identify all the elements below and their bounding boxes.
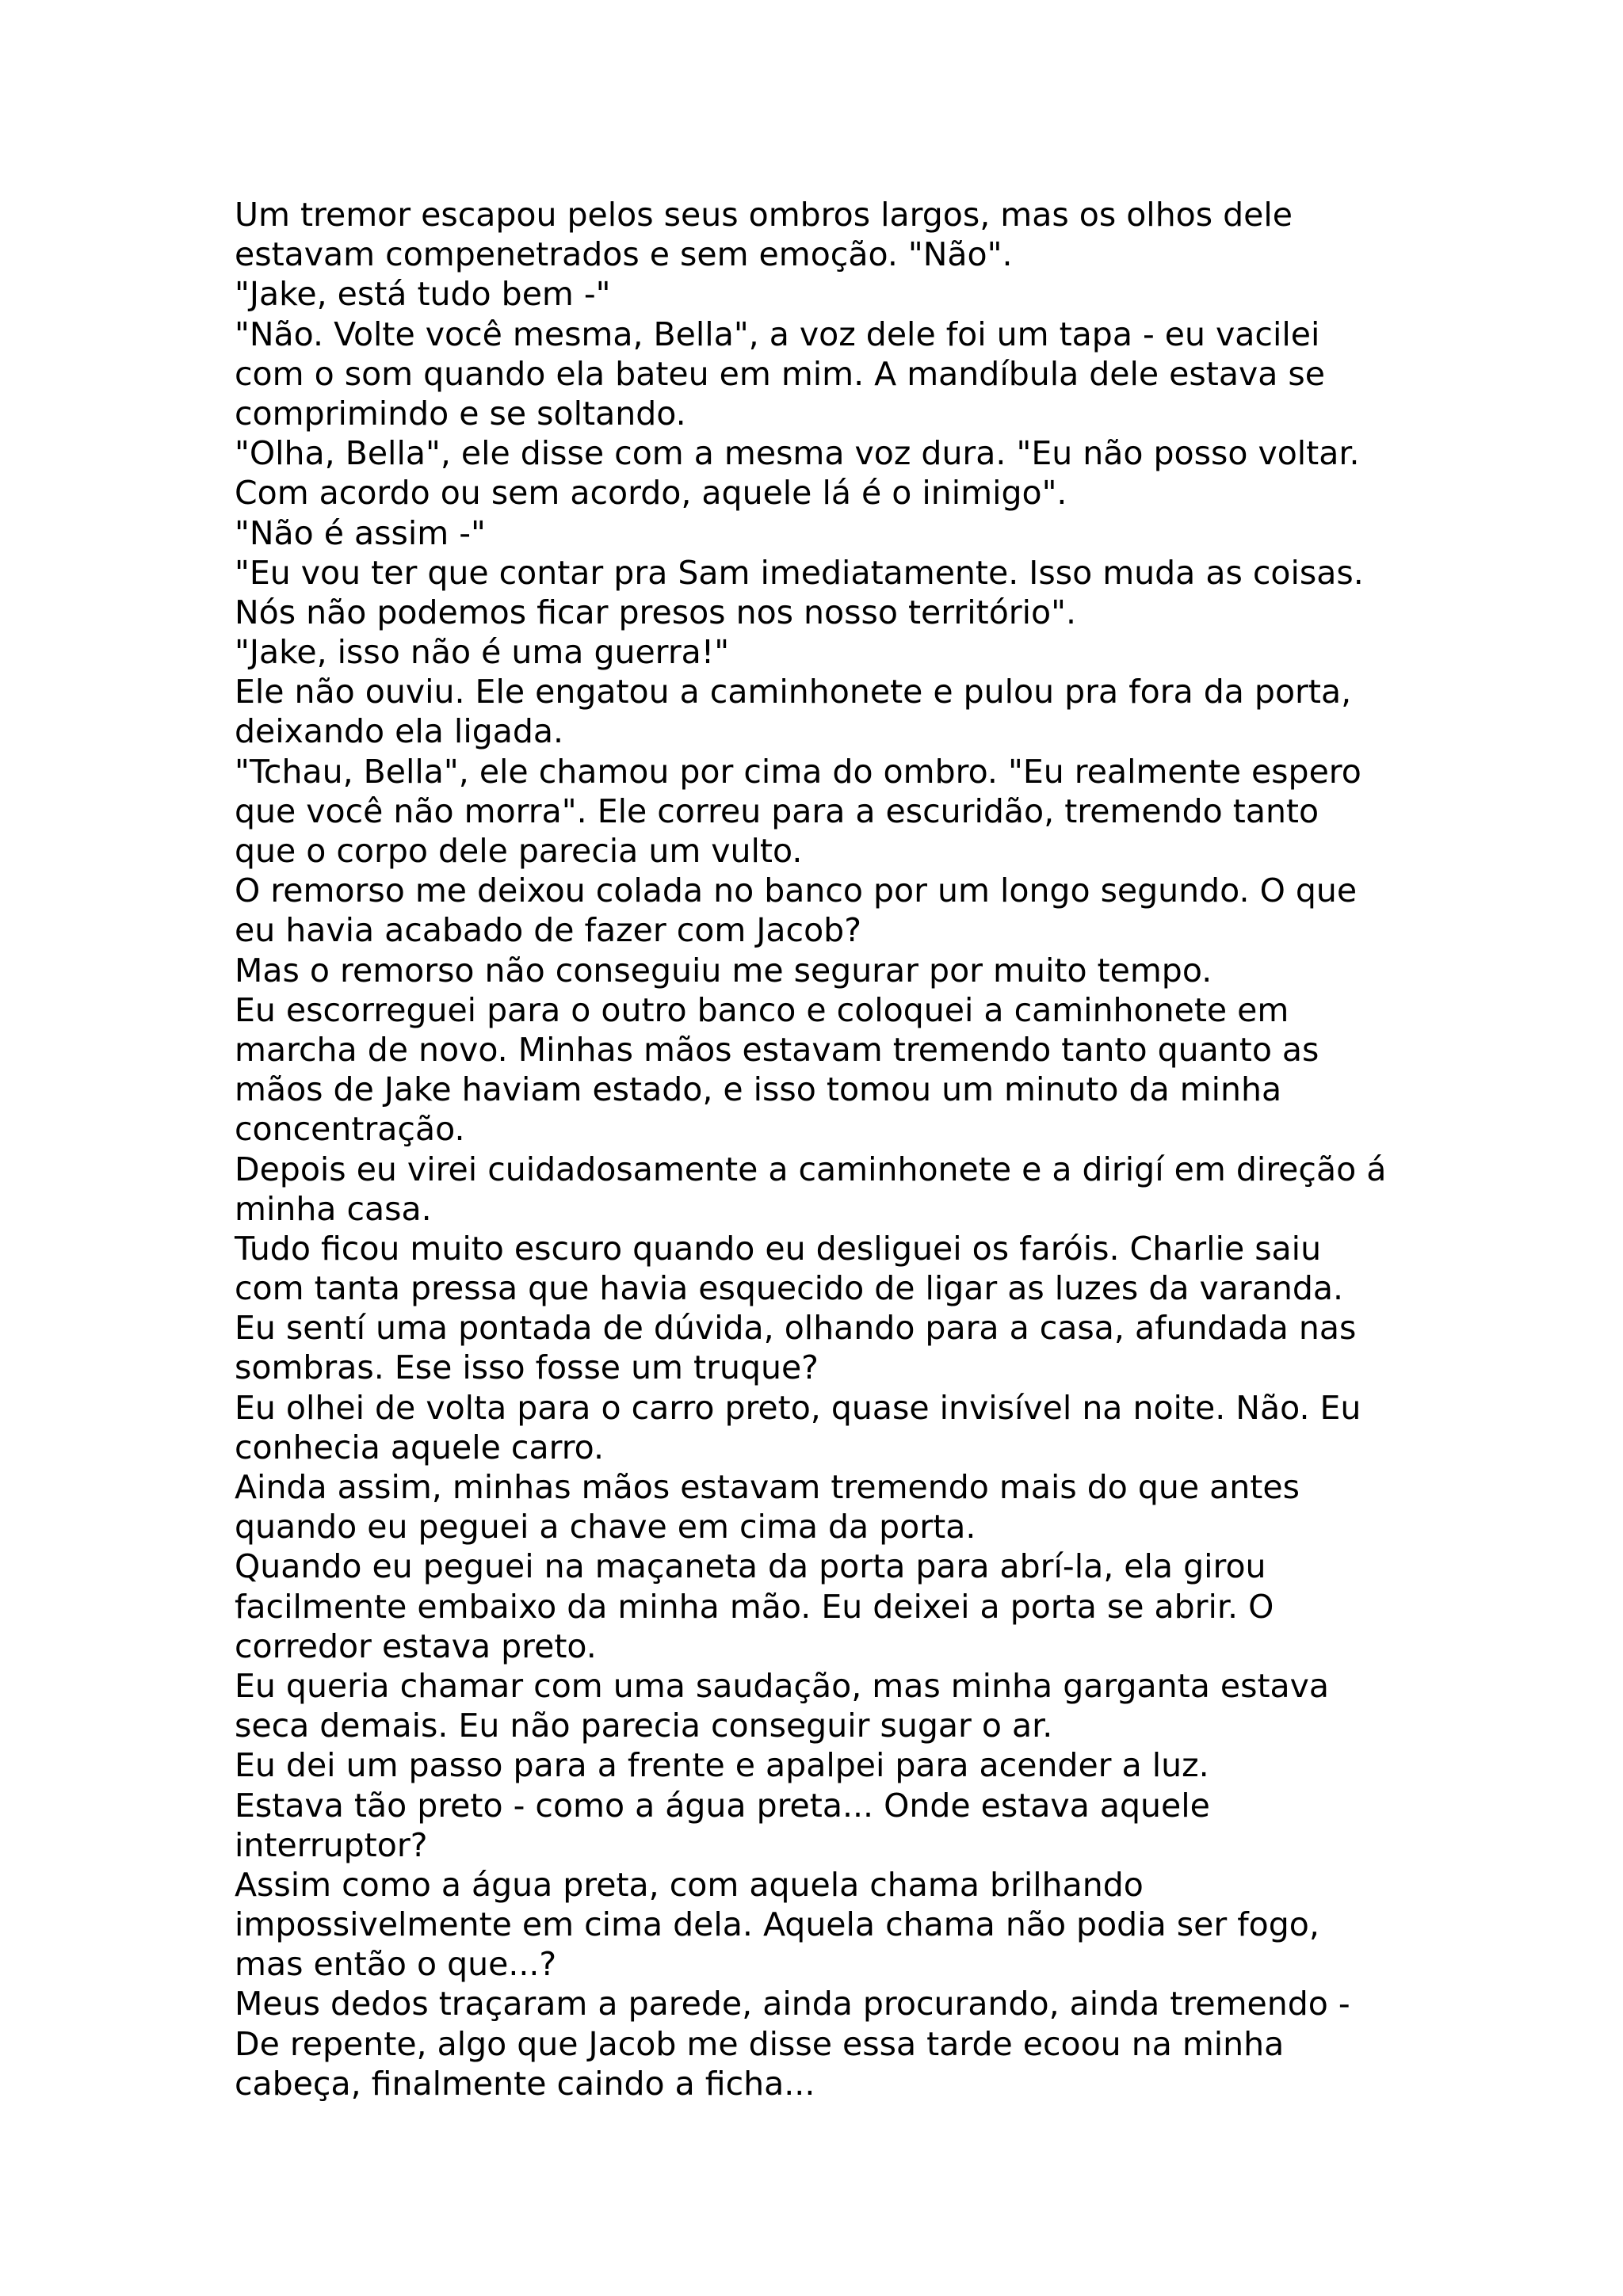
text-line: Assim como a água preta, com aquela chama brilhando: [235, 1865, 1144, 1904]
text-line: seca demais. Eu não parecia conseguir sugar o ar.: [235, 1707, 1053, 1745]
text-line: "Jake, isso não é uma guerra!": [235, 633, 730, 672]
text-line: "Olha, Bella", ele disse com a mesma voz dura. "Eu não posso voltar.: [235, 434, 1360, 473]
text-line: eu havia acabado de fazer com Jacob?: [235, 911, 861, 950]
text-line: Tudo ficou muito escuro quando eu desliguei os faróis. Charlie saiu: [235, 1229, 1322, 1268]
text-line: Ainda assim, minhas mãos estavam tremendo mais do que antes: [235, 1468, 1300, 1506]
text-line: minha casa.: [235, 1189, 432, 1228]
text-line: cabeça, finalmente caindo a ficha...: [235, 2064, 815, 2103]
text-line: "Jake, está tudo bem -": [235, 275, 611, 314]
text-line: Estava tão preto - como a água preta... Onde estava aquele: [235, 1786, 1210, 1825]
text-line: "Não. Volte você mesma, Bella", a voz dele foi um tapa - eu vacilei: [235, 315, 1320, 353]
text-line: impossivelmente em cima dela. Aquela chama não podia ser fogo,: [235, 1905, 1319, 1944]
text-line: Eu sentí uma pontada de dúvida, olhando para a casa, afundada nas: [235, 1309, 1357, 1348]
text-line: facilmente embaixo da minha mão. Eu deixei a porta se abrir. O: [235, 1587, 1274, 1626]
text-line: "Eu vou ter que contar pra Sam imediatamente. Isso muda as coisas.: [235, 553, 1364, 592]
text-line: comprimindo e se soltando.: [235, 394, 686, 433]
text-line: conhecia aquele carro.: [235, 1428, 605, 1466]
body-text: [235, 195, 1423, 2103]
text-line: com o som quando ela bateu em mim. A mandíbula dele estava se: [235, 354, 1325, 393]
text-line: Depois eu virei cuidadosamente a caminhonete e a dirigí em direção á: [235, 1150, 1387, 1188]
text-line: Nós não podemos ficar presos nos nosso território".: [235, 593, 1077, 631]
text-line: com tanta pressa que havia esquecido de ligar as luzes da varanda.: [235, 1269, 1344, 1308]
text-line: Um tremor escapou pelos seus ombros largos, mas os olhos dele: [235, 196, 1293, 234]
text-line: quando eu peguei a chave em cima da porta.: [235, 1508, 976, 1547]
text-line: mas então o que...?: [235, 1945, 557, 1984]
text-line: que você não morra". Ele correu para a escuridão, tremendo tanto: [235, 791, 1319, 830]
text-line: Com acordo ou sem acordo, aquele lá é o inimigo".: [235, 474, 1067, 513]
text-line: Ele não ouviu. Ele engatou a caminhonete e pulou pra fora da porta,: [235, 673, 1352, 711]
text-line: estavam compenetrados e sem emoção. "Não".: [235, 235, 1013, 274]
text-line: O remorso me deixou colada no banco por um longo segundo. O que: [235, 871, 1358, 910]
text-line: Quando eu peguei na maçaneta da porta para abrí-la, ela girou: [235, 1547, 1266, 1586]
text-line: corredor estava preto.: [235, 1627, 597, 1665]
text-line: sombras. Ese isso fosse um truque?: [235, 1348, 819, 1387]
text-line: interruptor?: [235, 1825, 428, 1864]
text-line: mãos de Jake haviam estado, e isso tomou um minuto da minha: [235, 1070, 1282, 1109]
text-line: "Tchau, Bella", ele chamou por cima do ombro. "Eu realmente espero: [235, 752, 1361, 791]
text-line: Eu dei um passo para a frente e apalpei para acender a luz.: [235, 1746, 1209, 1785]
text-line: marcha de novo. Minhas mãos estavam tremendo tanto quanto as: [235, 1030, 1319, 1069]
text-line: Mas o remorso não conseguiu me segurar por muito tempo.: [235, 951, 1212, 990]
text-line: concentração.: [235, 1110, 465, 1149]
text-line: que o corpo dele parecia um vulto.: [235, 832, 803, 870]
text-line: Eu olhei de volta para o carro preto, quase invisível na noite. Não. Eu: [235, 1388, 1361, 1427]
text-line: deixando ela ligada.: [235, 712, 564, 751]
text-line: "Não é assim -": [235, 513, 486, 552]
text-line: Eu queria chamar com uma saudação, mas minha garganta estava: [235, 1666, 1330, 1705]
text-line: De repente, algo que Jacob me disse essa tarde ecoou na minha: [235, 2024, 1285, 2063]
text-line: Meus dedos traçaram a parede, ainda procurando, ainda tremendo -: [235, 1985, 1350, 2023]
text-line: Eu escorreguei para o outro banco e coloquei a caminhonete em: [235, 990, 1289, 1029]
